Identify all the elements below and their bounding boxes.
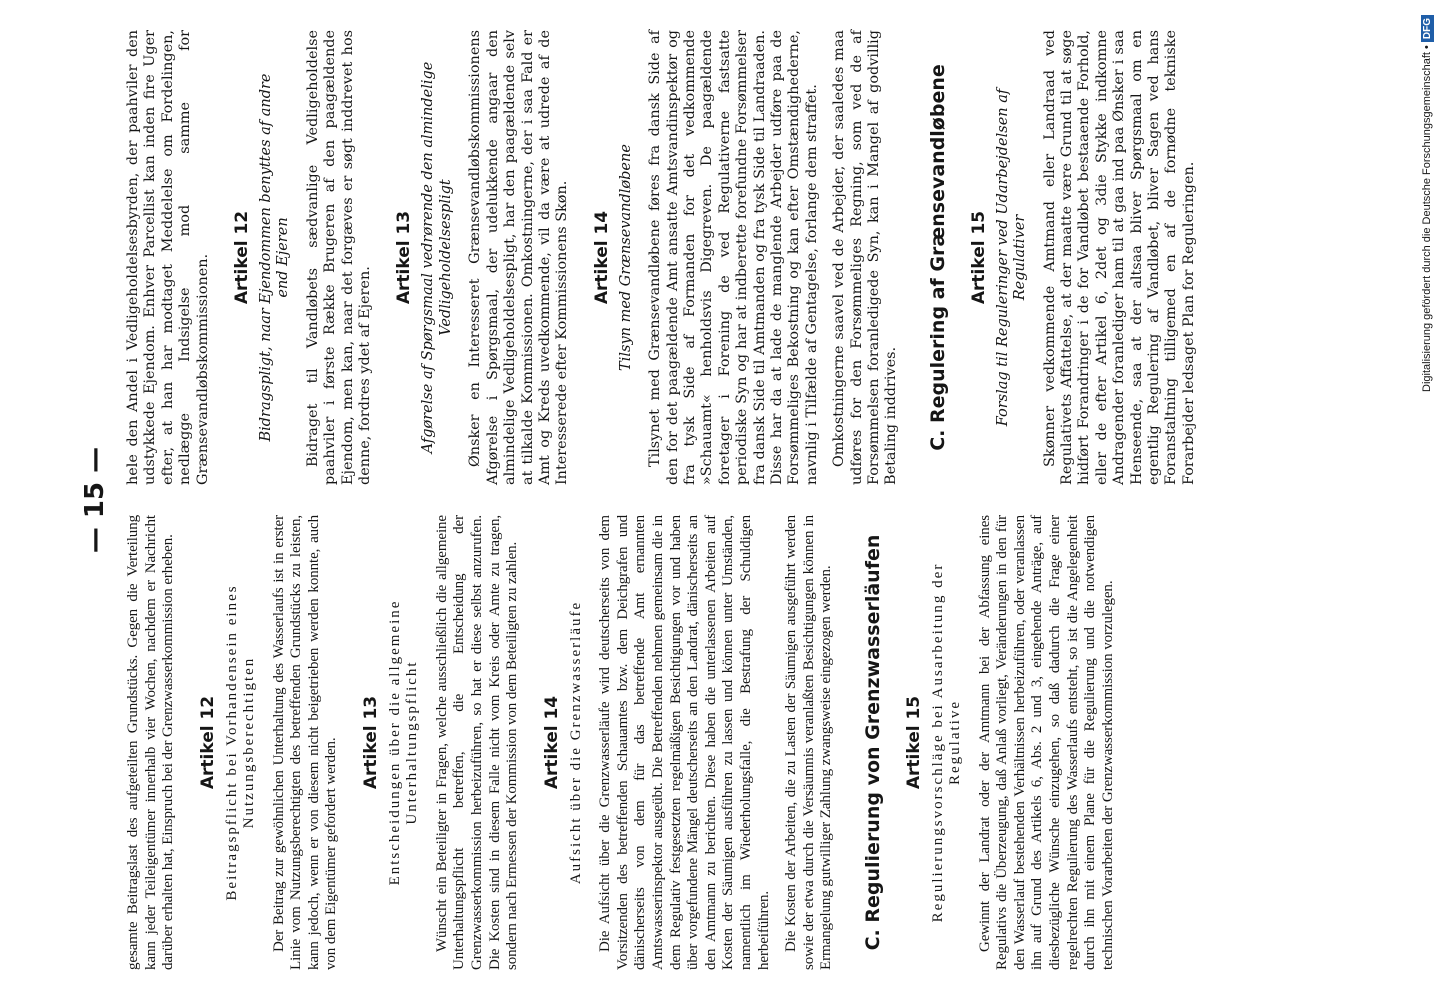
german-art14-title: Artikel 14 <box>541 695 562 790</box>
german-art13-title: Artikel 13 <box>360 695 381 790</box>
german-column <box>125 515 1127 970</box>
danish-art15-subtitle: Forslag til Reguleringer ved Udarbejdelsen af Regulativer <box>994 88 1029 427</box>
german-art15-title: Artikel 15 <box>903 695 924 790</box>
danish-art14-subtitle: Tilsyn med Grænsevandløbene <box>617 144 634 371</box>
funding-note <box>1418 8 1434 392</box>
german-art12-title: Artikel 12 <box>197 695 218 790</box>
german-art15-body: Gewinnt der Landrat oder der Amtmann bei der Abfassung eines Regulativs die Überzeugung, daß Anlaß vorliegt, Veränderungen in den für den Wasserlauf bestehenden Verhältnissen herbeizuführen, oder veranlassen ihn auf Grund des Artikels 6, Abs. 2 und 3, eingehende Anträge, auf diesbezügliche Wünsche einzugehen, so daß dadurch die Frage einer regelrechten Regulierung des Wasserlaufs entsteht, so ist die Angelegenheit durch ihn mit einem Plane für die Regulierung und die notwendigen technischen Vorarbeiten der Grenzwasserkommission vorzulegen. <box>976 515 1116 970</box>
danish-art12-body: Bidraget til Vandløbets sædvanlige Vedligeholdelse paahviler i første Række Brugeren af den paagældende Ejendom, men kan, naar det forgæves er søgt inddrevet hos denne, fordres ydet af Ejeren. <box>304 30 374 485</box>
danish-column <box>125 30 1208 485</box>
danish-art14-title: Artikel 14 <box>591 210 612 305</box>
danish-art12-subtitle: Bidragspligt, naar Ejendommen benyttes af andre end Ejeren <box>258 73 292 442</box>
german-section-c-title: C. Regulierung von Grenzwasserläufen <box>861 534 884 951</box>
german-art14-body2: Die Kosten der Arbeiten, die zu Lasten der Säumigen ausgeführt werden sowie der etwa durch die Versäumnis veranlaßten Besichtigungen können in Ermangelung gutwilliger Zahlung zwangsweise eingezogen werden. <box>783 515 835 970</box>
danish-art14-body1: Tilsynet med Grænsevandløbene føres fra dansk Side af den for det paagældende Amt ansatte Amtsvandinspektør og fra tysk Side af Formanden for det vedkommende »Schauamt« henholdsvis Digegreven. De paagældende foretager i Forening de ved Regulativerne fastsatte periodiske Syn og har at indberette forefundne Forsømmelser fra dansk Side til Amtmanden og fra tysk Side til Landraaden. Disse har da at lade de manglende Arbejder udføre paa de Forsømmeliges Bekostning og kan efter Omstændighederne, navnlig i Tilfælde af Gentagelse, forlange dem straffet. <box>647 30 820 485</box>
danish-art13-title: Artikel 13 <box>394 210 415 305</box>
dfg-logo: DFG <box>1421 15 1434 42</box>
german-art13-body: Wünscht ein Beteiligter in Fragen, welche ausschließlich die allgemeine Unterhaltungspflicht betreffen, die Entscheidung der Grenzwasserkommission herbeizuführen, so hat er diese selbst anzurufen. Die Kosten sind in diesem Falle nicht vom Kreis oder Amte zu tragen, sondern nach Ermessen der Kommission von dem Beteiligten zu zahlen. <box>433 515 521 970</box>
german-art13-subtitle: Entscheidungen über die allgemeine Unterhaltungspflicht <box>386 599 421 886</box>
german-art15-subtitle: Regulierungsvorschläge bei Ausarbeitung der Regulative <box>929 562 964 923</box>
danish-art15-body: Skønner vedkommende Amtmand eller Landraad ved Regulativets Affattelse, at der maatte være Grund til at søge hidført Forandringer i de for Vandløbet bestaaende Forhold, eller de efter Artikel 6, 2det og 3die Stykke indkomne Andragender foranlediger ham til at gaa ind paa Ønsker i saa Henseende, saa at der altsaa bliver Spørgsmaal om en egentlig Regulering af Vandløbet, bliver Sagen ved hans Foranstaltning tilligemed en af de fornødne tekniske Forarbejder ledsaget Plan for Reguleringen. <box>1041 30 1197 485</box>
danish-art13-subtitle: Afgørelse af Spørgsmaal vedrørende den almindelige Vedligeholdelsespligt <box>420 61 454 454</box>
danish-art13-body: Ønsker en Interesseret Grænsevandløbskommissionens Afgørelse i Spørgsmaal, der udelukkende angaar den almindelige Vedligeholdelsespligt, har den paagældende selv at tilkalde Kommissionen. Omkostningerne, der i saa Fald er Amt og Kreds uvedkommende, vil da være at udrede af de Interesserede efter Kommissionens Skøn. <box>467 30 571 485</box>
danish-intro: hele den Andel i Vedligeholdelsesbyrden, der paahviler den udstykkede Ejendom. Enhver Parcellist kan inden fire Uger efter, at han har modtaget Meddelelse om Fordelingen, nedlægge Indsigelse mod samme for Grænsevandløbskommissionen. <box>125 30 211 485</box>
german-art14-body1: Die Aufsicht über die Grenzwasserläufe wird deutscherseits von dem Vorsitzenden des betreffenden Schauamtes bzw. dem Deichgrafen und dänischerseits von dem für das betreffende Amt ernannten Amtswasserinspektor ausgeübt. Die Betreffenden nehmen gemeinsam die in dem Regulativ festgesetzten regelmäßigen Besichtigungen vor und haben über vorgefundene Mängel deutscherseits an den Landrat, dänischerseits an den Amtmann zu berichten. Diese haben die unterlassenen Arbeiten auf Kosten der Säumigen ausführen zu lassen und können unter Umständen, namentlich im Wiederholungsfalle, die Bestrafung der Schuldigen herbeiführen. <box>597 515 772 970</box>
danish-art15-title: Artikel 15 <box>968 210 989 305</box>
page-number: — 15 — <box>80 446 110 554</box>
german-art12-subtitle: Beitragspflicht bei Vorhandensein eines Nutzungsberechtigten <box>223 584 258 901</box>
danish-section-c-title: C. Regulering af Grænsevandløbene <box>926 64 949 451</box>
danish-art14-body2: Omkostningerne saavel ved de Arbejder, der saaledes maa udføres for den Forsømmeliges Regning, som ved de af Forsømmelsen foranledigede Syn, kan i Mangel af godvillig Betaling inddrives. <box>831 30 900 485</box>
rotated-page <box>70 30 1330 970</box>
german-intro: gesamte Beitragslast des aufgeteilten Grundstücks. Gegen die Verteilung kann jeder Teileigentümer innerhalb vier Wochen, nachdem er Nachricht darüber erhalten hat, Einspruch bei der Grenzwasserkommission erheben. <box>125 515 177 970</box>
danish-art12-title: Artikel 12 <box>232 210 253 305</box>
funding-text: Digitalisierung gefördert durch die Deutsche Forschungsgemeinschaft • <box>1421 45 1433 392</box>
german-art14-subtitle: Aufsicht über die Grenzwasserläufe <box>567 600 584 885</box>
german-art12-body: Der Beitrag zur gewöhnlichen Unterhaltung des Wasserlaufs ist in erster Linie vom Nutzungsberechtigten des betreffenden Grundstücks zu leisten, kann jedoch, wenn er von diesem nicht beigetrieben werden konnte, auch von dem Eigentümer gefordert werden. <box>270 515 340 970</box>
